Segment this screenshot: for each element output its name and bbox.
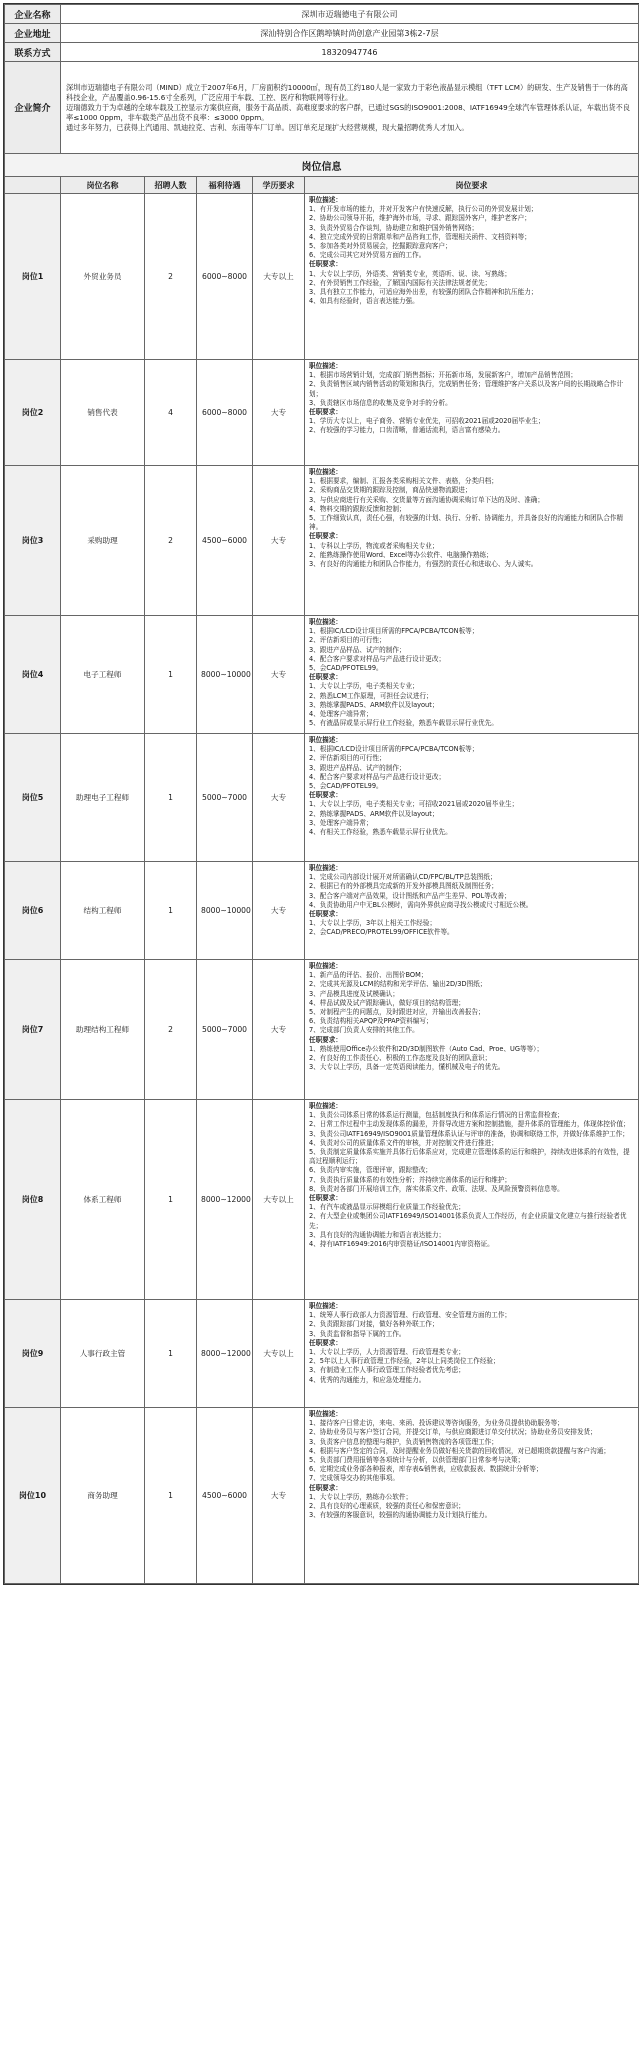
job-description-item: 3、配合客户端对产品效果，设计图纸和产品产生差异、POL等改善；	[309, 891, 511, 900]
job-requirement-item: 1、大专以上学历，熟练办公软件；	[309, 1492, 413, 1501]
job-description-item: 4、负责协助用户中无BL公模时，需向外界供应商寻找公模或尺寸相近公模。	[309, 900, 533, 909]
job-requirements	[305, 960, 639, 1100]
job-salary: 8000~12000	[197, 1300, 253, 1408]
job-position-id: 岗位4	[5, 616, 61, 734]
job-salary: 6000~8000	[197, 194, 253, 360]
job-description-item: 7、负责执行质量体系的有效性分析；并持续完善体系的运行和维护；	[309, 1175, 512, 1184]
job-title: 助理结构工程师	[61, 960, 145, 1100]
jobs-list	[5, 194, 639, 1584]
job-title: 助理电子工程师	[61, 734, 145, 862]
job-headcount: 1	[145, 616, 197, 734]
job-requirements	[305, 194, 639, 360]
job-description-item: 5、会CAD/PFOTEL99。	[309, 664, 383, 673]
job-position-id: 岗位10	[5, 1408, 61, 1584]
job-requirement-heading: 任职要求：	[309, 1194, 342, 1203]
job-requirement-item: 3、处理客户端异常；	[309, 818, 373, 827]
job-title: 结构工程师	[61, 862, 145, 960]
job-requirement-heading: 任职要求：	[309, 532, 342, 541]
job-description-item: 1、根据IC/LCD设计项目所需的FPCA/PCBA/TCON板等；	[309, 745, 479, 754]
job-row	[5, 360, 639, 466]
job-requirement-item: 1、大专以上学历，人力资源管理、行政管理类专业；	[309, 1348, 465, 1357]
job-description-item: 2、完成其光源及LCM的结构和光学评估、输出2D/3D图纸；	[309, 980, 487, 989]
job-requirement-item: 1、大专以上学历，3年以上相关工作经验；	[309, 919, 437, 928]
job-requirement-item: 1、大专以上学历，电子类相关专业；可招收2021届或2020届毕业生；	[309, 800, 519, 809]
job-headcount: 1	[145, 734, 197, 862]
job-requirement-heading: 任职要求：	[309, 260, 342, 269]
jobs-section-title: 岗位信息	[5, 154, 639, 177]
job-description-heading: 职位描述：	[309, 362, 342, 370]
job-salary: 8000~10000	[197, 862, 253, 960]
job-education: 大专	[253, 616, 305, 734]
job-description-item: 1、新产品的评估、报价、出图价BOM；	[309, 971, 428, 980]
job-requirements	[305, 360, 639, 466]
job-headcount: 1	[145, 1300, 197, 1408]
company-address-label: 企业地址	[5, 24, 61, 43]
job-description-item: 1、有开发市场的能力，并对开发客户有快速反解，执行公司的外贸发展计划；	[309, 205, 538, 214]
job-requirement-item: 3、大专以上学历，具备一定英语阅读能力，懂机械及电子的优先。	[309, 1063, 505, 1072]
job-requirement-heading: 任职要求：	[309, 1338, 342, 1347]
job-education: 大专	[253, 960, 305, 1100]
job-requirement-item: 4、处理客户端异常；	[309, 710, 373, 719]
job-requirement-item: 1、专科以上学历，物流或者采购相关专业；	[309, 541, 439, 550]
job-requirement-heading: 任职要求：	[309, 673, 342, 682]
job-description-item: 2、日常工作过程中主动发现体系的漏差，并督导改进方案和控制措施，提升体系的管理能力，体现体控价值；	[309, 1120, 630, 1129]
job-description-heading: 职位描述：	[309, 1410, 342, 1418]
job-description-item: 1、负责公司体系日常的体系运行测量，包括制度执行和体系运行情况的日常监督检查；	[309, 1111, 564, 1120]
intro-paragraph: 深圳市迈瑞德电子有限公司（MIND）成立于2007年6月，厂房面积约10000㎡，现有员工约180人是一家致力于彩色液晶显示模组（TFT LCM）的研发、生产及销售于一体的高科技企业，产品覆盖0.96-15.6寸全系列，广泛应用于车载、工控、医疗和物联网等行业。	[66, 82, 628, 102]
job-headcount: 1	[145, 862, 197, 960]
job-description-item: 7、完成部门负责人安排的其他工作。	[309, 1026, 419, 1035]
job-description-heading: 职位描述：	[309, 864, 342, 872]
job-position-id: 岗位2	[5, 360, 61, 466]
job-description-item: 2、评估新项目的可行性；	[309, 636, 386, 645]
job-description-item: 3、负责外贸易合作谈判，协助建立和维护国外销售网络；	[309, 223, 479, 232]
job-row	[5, 862, 639, 960]
job-title: 采购助理	[61, 466, 145, 616]
job-education: 大专	[253, 1408, 305, 1584]
job-description-item: 3、产品模具进度及试模确认；	[309, 989, 399, 998]
company-address: 深汕特别合作区鹅埠镇时尚创意产业园第3栋2-7层	[61, 24, 639, 43]
job-description-item: 1、根据市场营销计划，完成部门销售指标；开拓新市场，发展新客户，增加产品销售范围；	[309, 371, 577, 380]
company-name-label: 企业名称	[5, 5, 61, 24]
job-title: 商务助理	[61, 1408, 145, 1584]
job-requirement-item: 4、有相关工作经验，熟悉车载显示屏行业优先。	[309, 828, 452, 837]
job-description-item: 5、工作细致认真，责任心强，有较强的计划、执行、分析、协调能力，并具备良好的沟通能力和团队合作精神。	[309, 514, 624, 532]
job-description-item: 2、负责销售区域内销售活动的策划和执行，完成销售任务；管理维护客户关系以及客户间的长期战略合作计划；	[309, 380, 624, 398]
job-requirement-item: 1、学历大专以上，电子商务、营销专业优先，可招收2021届或2020届毕业生；	[309, 417, 545, 426]
header-requirements: 岗位要求	[305, 177, 639, 194]
job-description-item: 5、参加各类对外贸易展会，挖掘跟踪意向客户；	[309, 242, 452, 251]
job-description-item: 5、负责部门费用报销等各项统计与分析，以供管理部门日常参考与决策；	[309, 1456, 525, 1465]
job-requirement-heading: 任职要求：	[309, 1483, 342, 1492]
job-requirement-item: 5、有液晶屏或显示屏行业工作经验，熟悉车载显示屏行业优先。	[309, 719, 498, 728]
job-requirement-item: 2、5年以上人事行政管理工作经验，2年以上同类岗位工作经验；	[309, 1357, 500, 1366]
job-headcount: 1	[145, 1100, 197, 1300]
job-row	[5, 1300, 639, 1408]
contact-phone: 18320947746	[61, 43, 639, 62]
job-salary: 5000~7000	[197, 960, 253, 1100]
company-intro-label: 企业简介	[5, 62, 61, 154]
job-education: 大专以上	[253, 1100, 305, 1300]
job-requirement-item: 2、有良好的工作责任心、积极的工作态度及良好的团队意识；	[309, 1054, 492, 1063]
job-description-item: 5、负责制定质量体系实施并具体行后体系应对，完成建立管理体系的运行和维护，持续改进体系的有效性，提高过程顺利运行；	[309, 1148, 630, 1166]
job-description-item: 4、负责对公司的质量体系文件的审核，并对控制文件进行推进；	[309, 1138, 498, 1147]
job-salary: 5000~7000	[197, 734, 253, 862]
job-description-item: 1、统筹人事行政部人力资源管理、行政管理、安全管理方面的工作；	[309, 1311, 512, 1320]
job-headcount: 2	[145, 960, 197, 1100]
job-requirement-item: 3、具有独立工作能力，可适应海外出差，有较强的团队合作精神和抗压能力；	[309, 288, 538, 297]
job-row	[5, 466, 639, 616]
job-requirement-item: 4、如具有经验时，语言表达能力强。	[309, 297, 419, 306]
job-description-heading: 职位描述：	[309, 1302, 342, 1310]
header-job-name: 岗位名称	[61, 177, 145, 194]
job-headcount: 4	[145, 360, 197, 466]
job-headcount: 1	[145, 1408, 197, 1584]
job-salary: 4500~6000	[197, 1408, 253, 1584]
job-requirements	[305, 734, 639, 862]
job-requirement-item: 1、大专以上学历，电子类相关专业；	[309, 682, 419, 691]
header-count: 招聘人数	[145, 177, 197, 194]
job-description-heading: 职位描述：	[309, 1102, 342, 1110]
job-description-item: 2、协助业务员与客户签订合同，并提交订单，与供应商跟进订单交付状况；协助业务员安排发货；	[309, 1428, 597, 1437]
job-row	[5, 960, 639, 1100]
job-requirement-item: 1、有汽车或液晶显示屏模组行业质量工作经验优先；	[309, 1203, 465, 1212]
job-description-item: 6、负责结构相关APQP及PPAP资料编写；	[309, 1017, 433, 1026]
job-salary: 8000~12000	[197, 1100, 253, 1300]
job-row	[5, 616, 639, 734]
job-position-id: 岗位1	[5, 194, 61, 360]
job-description-item: 8、负责对各部门开展培训工作，落实体系文件、政策、法规、及风险预警资料信息等。	[309, 1184, 564, 1193]
job-education: 大专以上	[253, 1300, 305, 1408]
job-requirements	[305, 466, 639, 616]
header-spacer	[5, 177, 61, 194]
job-requirement-item: 2、熟悉LCM工作原理，可担任会议进行；	[309, 691, 433, 700]
job-education: 大专	[253, 862, 305, 960]
job-description-item: 3、与供应商进行有关采购、交货量等方面沟通协调采购订单下达的及时、准确；	[309, 495, 544, 504]
job-requirement-item: 2、有外贸销售工作经验，了解国内国际有关法律法规者优先；	[309, 278, 492, 287]
job-row	[5, 734, 639, 862]
job-description-item: 3、负责监督和指导下属的工作。	[309, 1329, 406, 1338]
company-table	[4, 4, 639, 1584]
job-title: 体系工程师	[61, 1100, 145, 1300]
job-description-item: 1、根据要求，编制、汇报各类采购相关文件、表格，分类归档；	[309, 477, 498, 486]
job-requirement-item: 2、能熟练操作使用Word、Excel等办公软件、电脑操作熟练；	[309, 550, 493, 559]
job-description-item: 2、协助公司领导开拓，维护海外市场，寻求、跟踪国外客户，维护老客户；	[309, 214, 531, 223]
job-description-item: 2、评估新项目的可行性；	[309, 754, 386, 763]
job-description-item: 6、定期完成业务部各种报表，库存表&销售表，应收款报表、数据统计分析等；	[309, 1465, 543, 1474]
job-description-item: 3、负责公司IATF16949/ISO9001质量管理体系认证与评审的准备，协调和联络工作，并做好体系维护工作；	[309, 1129, 629, 1138]
header-salary: 福利待遇	[197, 177, 253, 194]
job-position-id: 岗位7	[5, 960, 61, 1100]
job-salary: 6000~8000	[197, 360, 253, 466]
job-requirement-heading: 任职要求：	[309, 791, 342, 800]
job-position-id: 岗位9	[5, 1300, 61, 1408]
job-description-item: 4、配合客户要求对样品与产品进行设计更改；	[309, 772, 446, 781]
job-description-item: 6、完成公司其它对外贸易方面的工作。	[309, 251, 426, 260]
job-description-heading: 职位描述：	[309, 736, 342, 744]
job-requirements	[305, 1100, 639, 1300]
job-requirement-item: 1、大专以上学历，外语类、营销类专业，英语听、说、读、写熟练；	[309, 269, 512, 278]
job-description-item: 4、样品试做及试产跟踪确认，做好项目的结构管理；	[309, 998, 465, 1007]
job-description-item: 3、跟进产品样品、试产的制作；	[309, 763, 406, 772]
job-requirement-item: 2、具有良好的心理素质，较强的责任心和保密意识；	[309, 1502, 465, 1511]
job-requirements	[305, 1408, 639, 1584]
job-headcount: 2	[145, 466, 197, 616]
job-description-heading: 职位描述：	[309, 468, 342, 476]
job-requirement-heading: 任职要求：	[309, 910, 342, 919]
job-requirement-item: 3、熟练掌握PADS、ARM软件以及layout；	[309, 700, 439, 709]
job-requirement-heading: 任职要求：	[309, 1035, 342, 1044]
job-description-heading: 职位描述：	[309, 618, 342, 626]
company-intro	[61, 62, 639, 154]
job-description-item: 2、负责跟踪部门对接，做好各种外联工作；	[309, 1320, 439, 1329]
job-salary: 4500~6000	[197, 466, 253, 616]
job-description-item: 1、根据IC/LCD设计项目所需的FPCA/PCBA/TCON板等；	[309, 627, 479, 636]
job-description-item: 4、根据与客户签定的合同，及时提醒业务员做好相关货款的回收情况，对已超期货款提醒与客户沟通；	[309, 1446, 610, 1455]
job-description-item: 1、接待客户日常走访，来电、来函、投诉建议等咨询服务，为业务员提供协助服务等；	[309, 1419, 564, 1428]
job-title: 销售代表	[61, 360, 145, 466]
job-description-item: 2、采购商品交货期的跟踪及控制，商品快递物流跟进；	[309, 486, 472, 495]
job-salary: 8000~10000	[197, 616, 253, 734]
job-requirements	[305, 862, 639, 960]
job-education: 大专	[253, 360, 305, 466]
job-requirement-item: 2、熟练掌握PADS、ARM软件以及layout；	[309, 809, 439, 818]
intro-paragraph: 迈瑞德致力于为卓越的全球车载及工控显示方案供应商，服务于高品质、高难度要求的客户群，已通过SGS的ISO9001:2008、IATF16949全球汽车管理体系认证，车载出货不良率≤1000 0ppm，非车载类产品出货不良率：≤3000 0ppm。	[66, 102, 630, 122]
recruitment-sheet	[3, 3, 639, 1585]
jobs-header-row	[5, 177, 639, 194]
job-requirement-heading: 任职要求：	[309, 408, 342, 417]
job-description-item: 3、负责辖区市场信息的收集及竞争对手的分析。	[309, 398, 452, 407]
contact-label: 联系方式	[5, 43, 61, 62]
job-education: 大专以上	[253, 194, 305, 360]
job-position-id: 岗位8	[5, 1100, 61, 1300]
job-requirement-item: 2、有较强的学习能力，口齿清晰，普通话流利，语言富有感染力。	[309, 426, 505, 435]
job-requirement-item: 3、有制造业工作人事行政管理工作经验者优先考虑；	[309, 1366, 465, 1375]
job-headcount: 2	[145, 194, 197, 360]
job-requirement-item: 3、有较强的客服意识，较强的沟通协调能力及计划执行能力。	[309, 1511, 492, 1520]
job-row	[5, 1100, 639, 1300]
job-description-heading: 职位描述：	[309, 196, 342, 204]
job-description-item: 5、对制程产生的问题点，及时跟进对应，并输出改善报告；	[309, 1008, 485, 1017]
job-requirement-item: 2、会CAD/PRECO/PROTEL99/OFFICE软件等。	[309, 928, 454, 937]
job-description-item: 7、完成领导交办的其他事项。	[309, 1474, 399, 1483]
company-name: 深圳市迈瑞德电子有限公司	[61, 5, 639, 24]
header-education: 学历要求	[253, 177, 305, 194]
job-description-item: 4、物料交期的跟踪反馈和控制；	[309, 504, 406, 513]
job-description-item: 3、跟进产品样品、试产的制作；	[309, 645, 406, 654]
job-description-item: 4、独立完成外贸的日常跟单和产品咨询工作，管理相关函件、文档资料等；	[309, 232, 531, 241]
job-description-heading: 职位描述：	[309, 962, 342, 970]
intro-paragraph: 通过多年努力，已获得上汽通用、凯迪拉克、吉利、东南等车厂订单。因订单充足现扩大经营规模，现大量招聘优秀人才加入。	[66, 122, 469, 132]
job-education: 大专	[253, 734, 305, 862]
job-description-item: 5、会CAD/PFOTEL99。	[309, 782, 383, 791]
job-requirement-item: 3、有良好的沟通能力和团队合作能力，有强烈的责任心和进取心、为人诚实。	[309, 560, 538, 569]
job-description-item: 4、配合客户要求对样品与产品进行设计更改；	[309, 654, 446, 663]
job-description-item: 3、负责客户信息的整理与维护，负责销售物流的各项管理工作；	[309, 1437, 498, 1446]
job-title: 人事行政主管	[61, 1300, 145, 1408]
job-position-id: 岗位5	[5, 734, 61, 862]
job-description-item: 6、负责内审实施，管理评审，跟踪整改；	[309, 1166, 432, 1175]
job-requirement-item: 4、持有IATF16949:2016内审资格证/ISO14001内审资格证。	[309, 1240, 494, 1249]
job-requirements	[305, 616, 639, 734]
job-requirement-item: 1、熟练使用Office办公软件和2D/3D制图软件（Auto Cad、Proe、UG等等）；	[309, 1044, 544, 1053]
job-position-id: 岗位6	[5, 862, 61, 960]
job-description-item: 2、根据已有的外部模具完成新的开发外部模具图纸及制图任务；	[309, 882, 498, 891]
job-row	[5, 1408, 639, 1584]
job-requirements	[305, 1300, 639, 1408]
job-requirement-item: 4、优秀的沟通能力，和应急处理能力。	[309, 1375, 426, 1384]
job-requirement-item: 3、具有良好的沟通协调能力和语言表达能力；	[309, 1230, 446, 1239]
job-row	[5, 194, 639, 360]
job-education: 大专	[253, 466, 305, 616]
job-title: 电子工程师	[61, 616, 145, 734]
job-title: 外贸业务员	[61, 194, 145, 360]
job-description-item: 1、完成公司内部设计展开对所需确认CD/FPC/BL/TP总装图纸；	[309, 873, 497, 882]
job-requirement-item: 2、有大型企业或集团公司IATF16949/ISO14001体系负责人工作经历，有企业质量文化建立与推行经验者优先；	[309, 1212, 627, 1230]
job-position-id: 岗位3	[5, 466, 61, 616]
